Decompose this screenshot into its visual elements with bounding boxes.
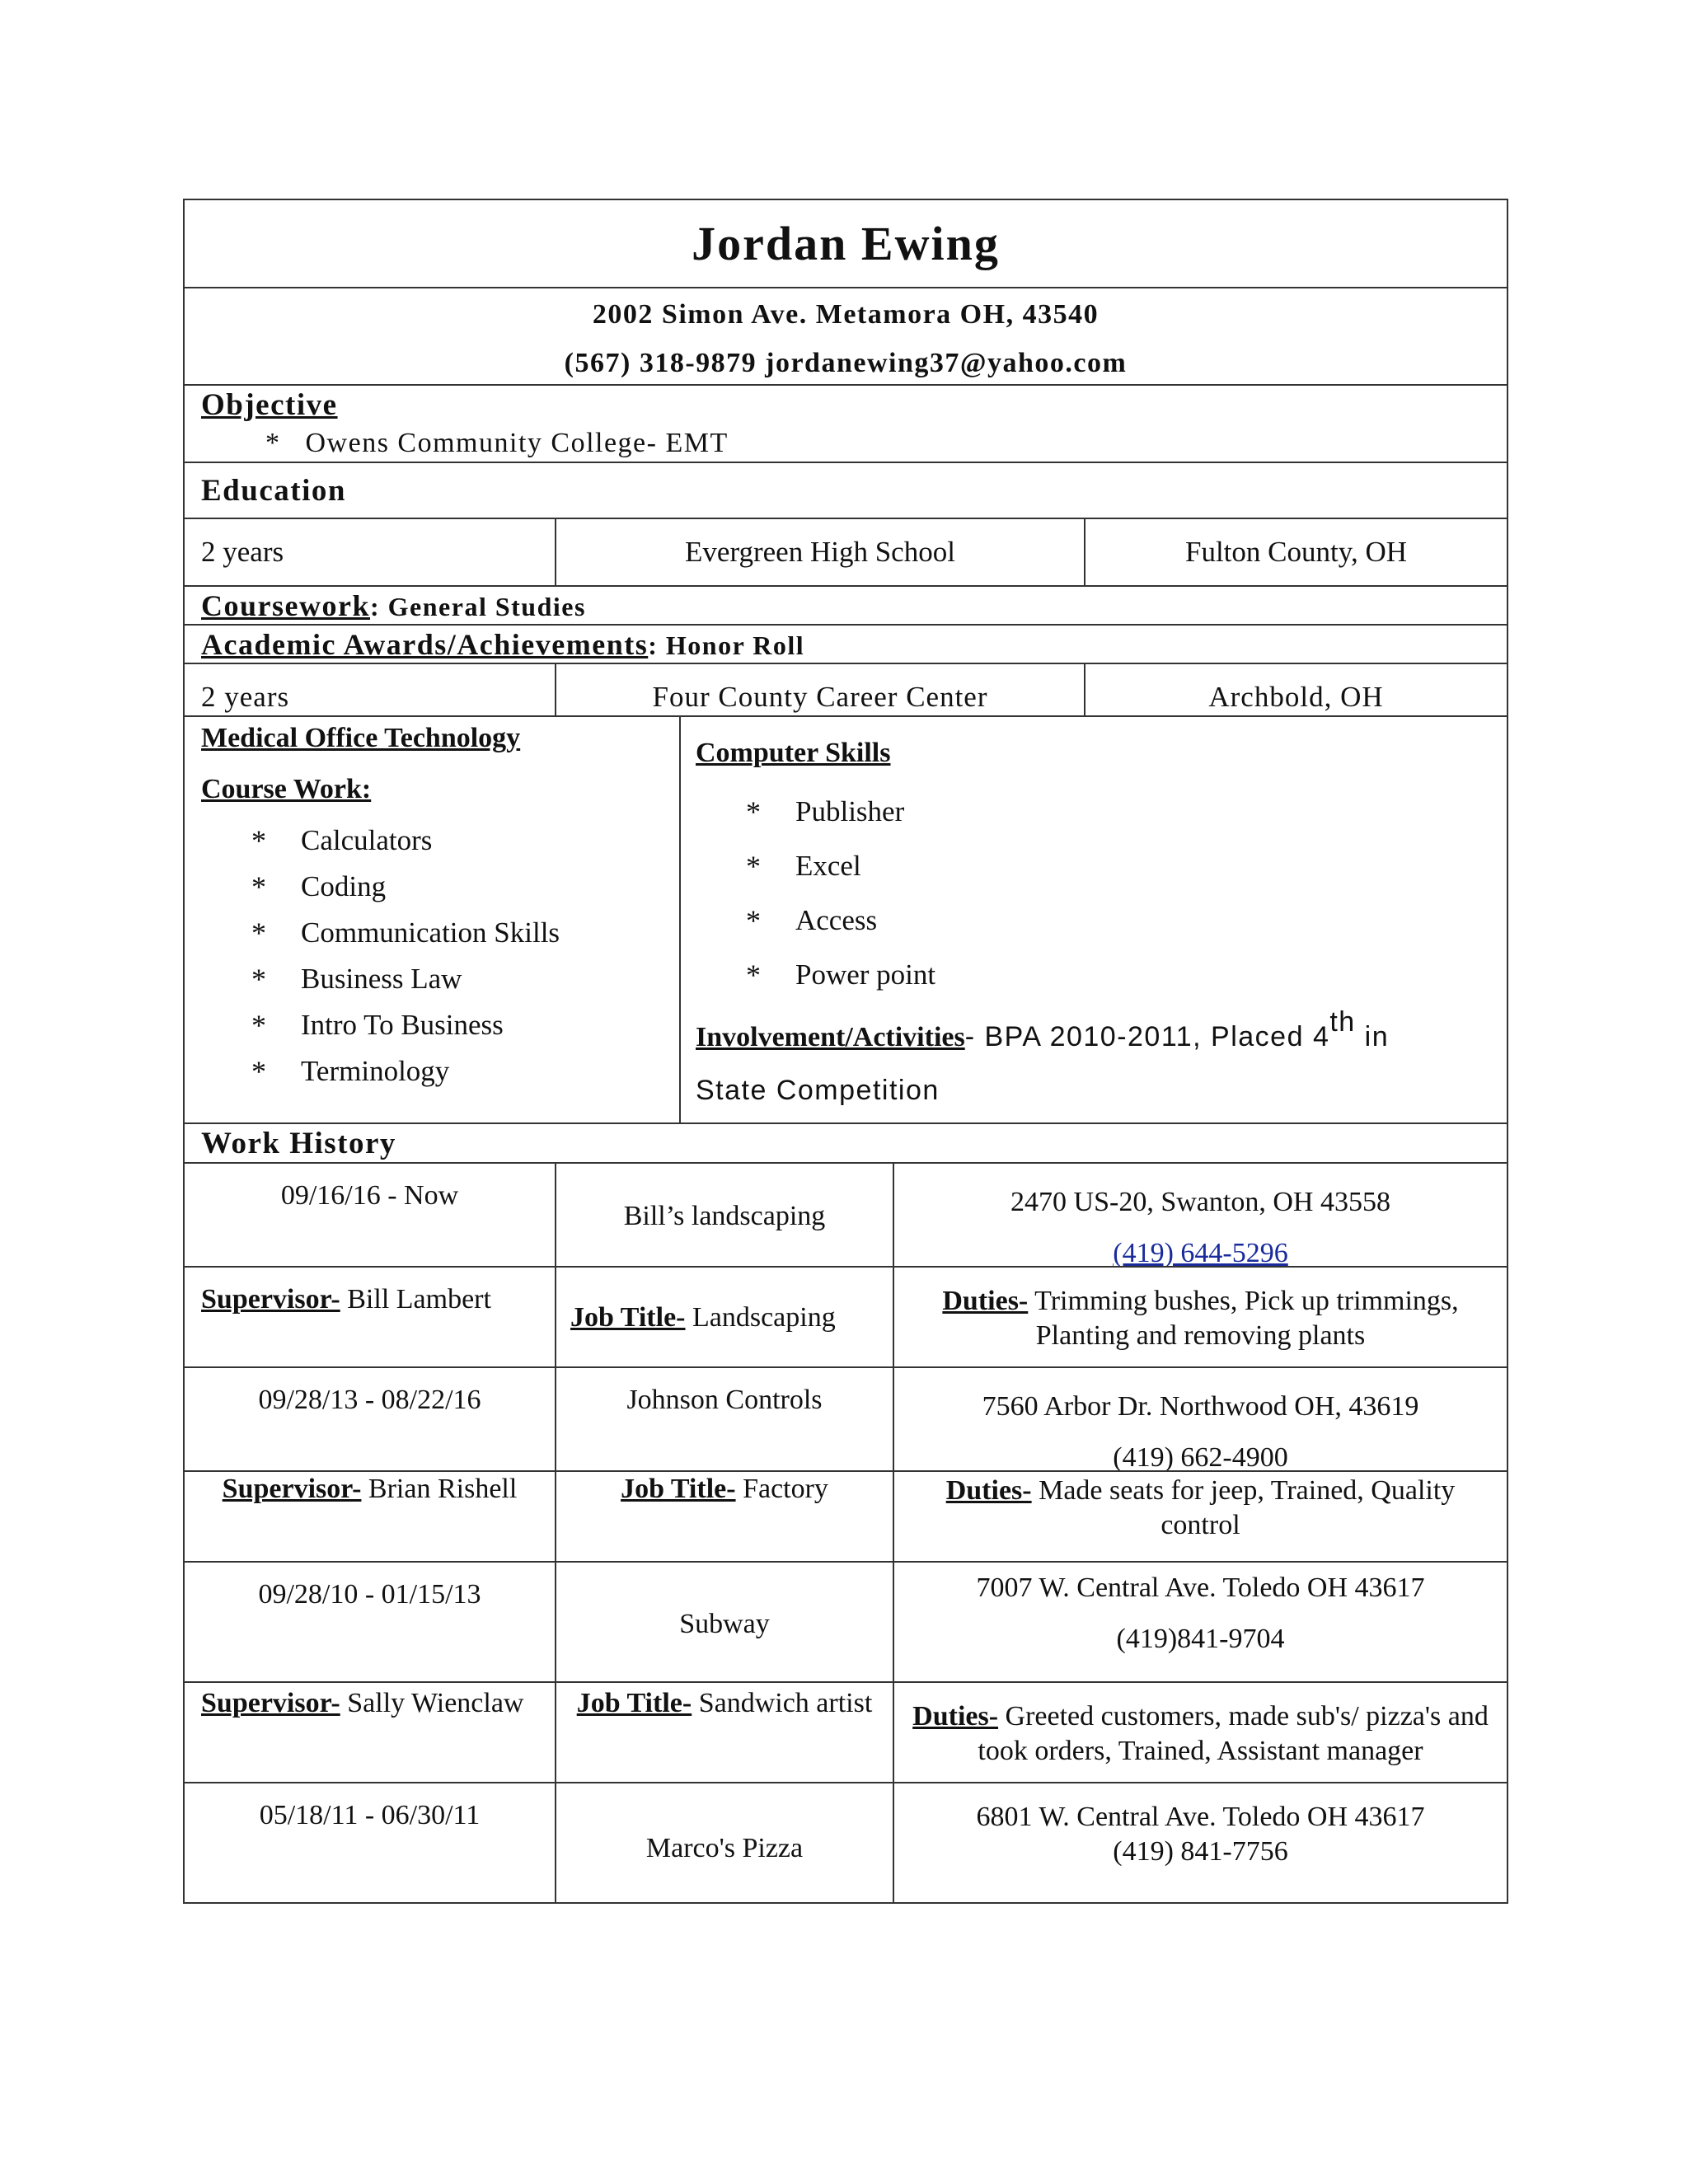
involvement bbox=[696, 1006, 1507, 1118]
bullet-star: * bbox=[251, 1009, 266, 1042]
list-item-label: Terminology bbox=[301, 1055, 450, 1087]
list-item bbox=[201, 956, 679, 1002]
name-row bbox=[185, 200, 1507, 287]
list-item bbox=[201, 910, 679, 956]
job2-duties: Duties- Made seats for jeep, Trained, Quality control bbox=[893, 1472, 1507, 1561]
list-item-label: Power point bbox=[795, 958, 936, 991]
phone-email: (567) 318-9879 jordanewing37@yahoo.com bbox=[564, 348, 1128, 378]
computer-skills-label: Computer Skills bbox=[696, 738, 891, 768]
job2-detail-row bbox=[185, 1470, 1507, 1561]
school2-years: 2 years bbox=[201, 681, 290, 713]
list-item-label: Intro To Business bbox=[301, 1009, 504, 1041]
job4-row bbox=[185, 1782, 1507, 1902]
job1-phone-link[interactable]: (419) 644-5296 bbox=[1113, 1238, 1288, 1268]
list-item-label: Business Law bbox=[301, 963, 462, 995]
awards-row: Academic Awards/Achievements: Honor Roll bbox=[185, 624, 1507, 663]
address: 2002 Simon Ave. Metamora OH, 43540 bbox=[592, 299, 1100, 330]
list-item-label: Calculators bbox=[301, 824, 433, 856]
job1-address: 2470 US-20, Swanton, OH 43558 bbox=[1010, 1187, 1390, 1217]
job4-phone: (419) 841-7756 bbox=[1113, 1836, 1288, 1867]
job2-employer: Johnson Controls bbox=[555, 1368, 893, 1470]
program-name: Medical Office Technology bbox=[201, 723, 521, 753]
candidate-name: Jordan Ewing bbox=[692, 217, 1000, 270]
job3-row bbox=[185, 1561, 1507, 1681]
bullet-star: * bbox=[251, 824, 266, 857]
awards-value: Honor Roll bbox=[665, 630, 805, 660]
job4-address: 6801 W. Central Ave. Toledo OH 43617 bbox=[976, 1802, 1425, 1832]
education-heading-row bbox=[185, 462, 1507, 518]
list-item bbox=[201, 818, 679, 864]
school2-location: Archbold, OH bbox=[1084, 664, 1507, 715]
list-item-label: Excel bbox=[795, 850, 861, 882]
school1-years: 2 years bbox=[201, 536, 284, 568]
list-item bbox=[696, 839, 1507, 893]
job2-supervisor: Supervisor- Brian Rishell bbox=[222, 1474, 518, 1504]
education-heading: Education bbox=[201, 474, 346, 508]
list-item-label: Coding bbox=[301, 870, 387, 902]
job2-row bbox=[185, 1366, 1507, 1473]
bullet-star: * bbox=[251, 1055, 266, 1088]
job4-employer: Marco's Pizza bbox=[555, 1783, 893, 1902]
contact-row bbox=[185, 287, 1507, 384]
job2-title: Job Title- Factory bbox=[555, 1472, 893, 1561]
awards-label: Academic Awards/Achievements bbox=[201, 628, 649, 661]
job3-detail-row bbox=[185, 1681, 1507, 1782]
bullet-star: * bbox=[251, 870, 266, 903]
job3-contact bbox=[893, 1563, 1507, 1681]
work-history-heading: Work History bbox=[201, 1127, 396, 1160]
objective-item: * Owens Community College- EMT bbox=[265, 428, 729, 458]
list-item bbox=[201, 1002, 679, 1048]
job1-title: Job Title- Landscaping bbox=[555, 1268, 893, 1366]
bullet-star: * bbox=[251, 963, 266, 996]
job3-supervisor: Supervisor- Sally Wienclaw bbox=[201, 1688, 524, 1718]
job1-row bbox=[185, 1162, 1507, 1266]
coursework-row: Coursework: General Studies bbox=[185, 585, 1507, 624]
bullet-star: * bbox=[746, 904, 761, 937]
courses-list bbox=[201, 818, 679, 1094]
job1-contact bbox=[893, 1164, 1507, 1266]
job1-detail-row bbox=[185, 1266, 1507, 1366]
list-item bbox=[696, 893, 1507, 948]
job1-dates: 09/16/16 - Now bbox=[280, 1180, 459, 1211]
bullet-star: * bbox=[746, 958, 761, 991]
job4-dates: 05/18/11 - 06/30/11 bbox=[259, 1800, 481, 1830]
job1-supervisor: Supervisor- Bill Lambert bbox=[201, 1284, 491, 1315]
list-item-label: Access bbox=[795, 904, 878, 936]
job1-duties: Duties- Trimming bushes, Pick up trimmings, Planting and removing plants bbox=[893, 1268, 1507, 1366]
job2-dates: 09/28/13 - 08/22/16 bbox=[258, 1385, 481, 1415]
list-item-label: Publisher bbox=[795, 795, 905, 827]
job3-title: Job Title- Sandwich artist bbox=[555, 1683, 893, 1782]
job2-contact bbox=[893, 1368, 1507, 1473]
job2-address: 7560 Arbor Dr. Northwood OH, 43619 bbox=[982, 1391, 1419, 1422]
job3-dates: 09/28/10 - 01/15/13 bbox=[258, 1579, 481, 1610]
objective-row bbox=[185, 384, 1507, 462]
program-column bbox=[185, 717, 679, 1122]
list-item bbox=[201, 1048, 679, 1094]
job1-employer: Bill’s landscaping bbox=[555, 1164, 893, 1266]
bullet-star: * bbox=[251, 916, 266, 949]
computer-skills-list bbox=[696, 785, 1507, 1002]
school1-name: Evergreen High School bbox=[555, 519, 1084, 585]
bullet-star: * bbox=[265, 428, 281, 458]
bullet-star: * bbox=[746, 850, 761, 883]
school2-name: Four County Career Center bbox=[555, 664, 1084, 715]
involvement-line2: State Competition bbox=[696, 1075, 940, 1106]
list-item bbox=[696, 948, 1507, 1002]
program-skills-row bbox=[185, 715, 1507, 1122]
job3-address: 7007 W. Central Ave. Toledo OH 43617 bbox=[976, 1572, 1425, 1603]
coursework-value: General Studies bbox=[387, 592, 586, 621]
skills-column bbox=[679, 717, 1507, 1122]
school1-row bbox=[185, 518, 1507, 585]
work-history-heading-row bbox=[185, 1122, 1507, 1162]
job4-contact bbox=[893, 1783, 1507, 1902]
job3-phone: (419)841-9704 bbox=[1116, 1624, 1285, 1654]
objective-heading: Objective bbox=[201, 388, 338, 422]
involvement-tail: in bbox=[1355, 1021, 1390, 1052]
course-work-label: Course Work: bbox=[201, 774, 372, 804]
involvement-text: - BPA 2010-2011, Placed 4 bbox=[964, 1021, 1330, 1052]
involvement-sup: th bbox=[1329, 1006, 1356, 1038]
school1-location: Fulton County, OH bbox=[1084, 519, 1507, 585]
job3-duties: Duties- Greeted customers, made sub's/ pizza's and took orders, Trained, Assistant manager bbox=[893, 1683, 1507, 1782]
job2-phone: (419) 662-4900 bbox=[1113, 1442, 1288, 1473]
job3-employer: Subway bbox=[555, 1563, 893, 1681]
involvement-label: Involvement/Activities bbox=[696, 1022, 965, 1052]
school2-row bbox=[185, 663, 1507, 715]
bullet-star: * bbox=[746, 795, 761, 828]
list-item bbox=[696, 785, 1507, 839]
coursework-label: Coursework bbox=[201, 589, 370, 622]
list-item bbox=[201, 864, 679, 910]
resume-table bbox=[183, 199, 1508, 1904]
list-item-label: Communication Skills bbox=[301, 916, 560, 949]
